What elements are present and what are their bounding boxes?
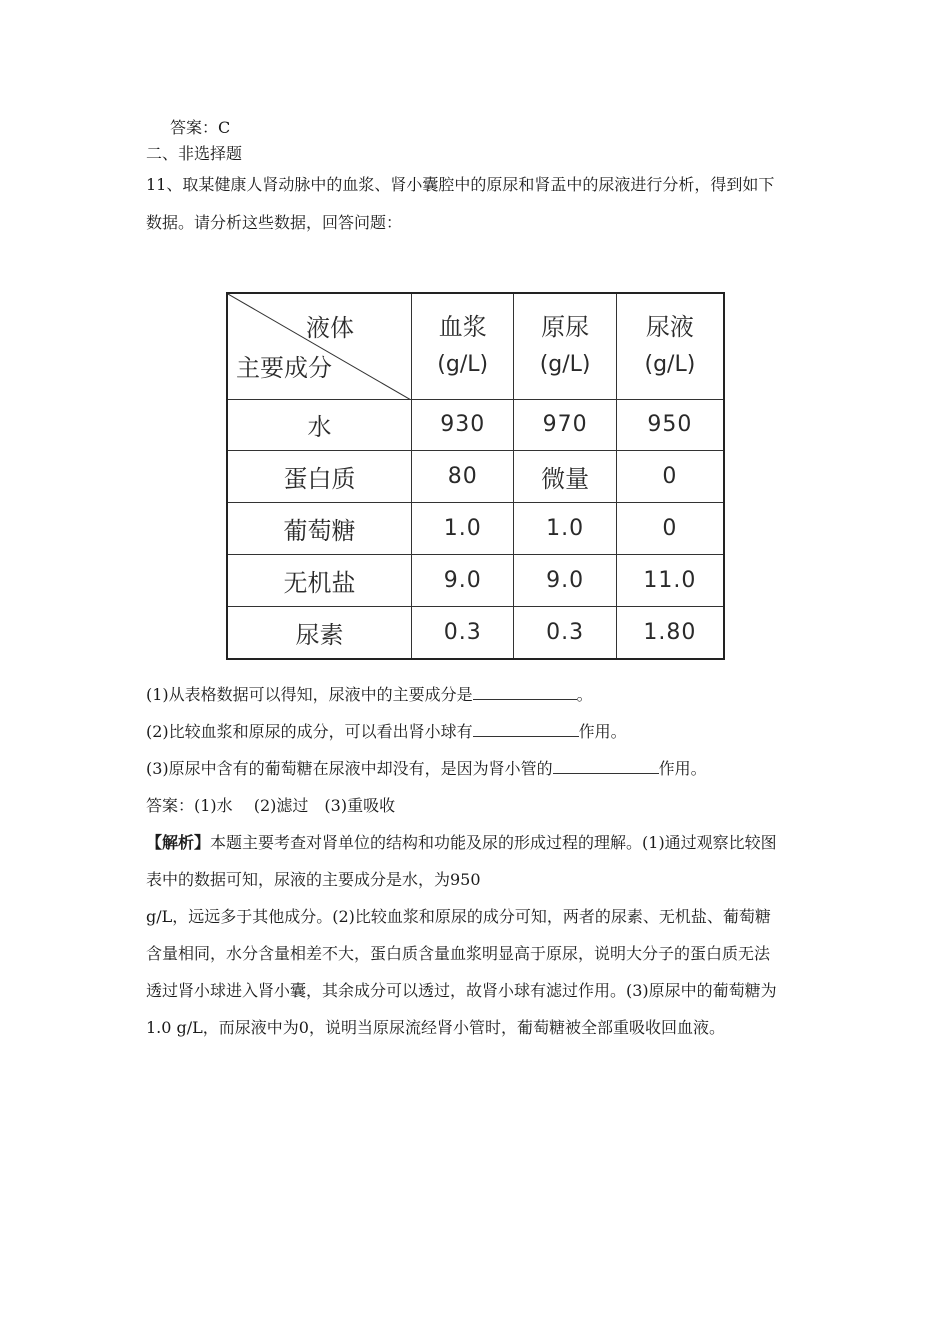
sub-question-2 — [146, 722, 627, 742]
analysis-line-2: 表中的数据可知，尿液的主要成分是水，为950 — [146, 870, 481, 889]
table-cell: 1.0 — [412, 503, 514, 555]
table-cell: 1.0 — [514, 503, 616, 555]
column-unit: (g/L) — [437, 352, 489, 378]
row-label: 水 — [227, 399, 412, 451]
table-cell: 80 — [412, 451, 514, 503]
row-label: 蛋白质 — [227, 451, 412, 503]
table-row-glucose — [227, 503, 724, 555]
column-name: 原尿 — [541, 313, 590, 342]
previous-answer: 答案：C — [170, 118, 231, 137]
corner-label-component: 主要成分 — [236, 354, 332, 382]
sub-question-1 — [146, 685, 593, 705]
question-text-line-1: 11、取某健康人肾动脉中的血浆、肾小囊腔中的原尿和肾盂中的尿液进行分析，得到如下 — [146, 175, 775, 194]
analysis-line-4: 含量相同，水分含量相差不大，蛋白质含量血浆明显高于原尿，说明大分子的蛋白质无法 — [146, 944, 771, 963]
table-cell: 微量 — [514, 451, 616, 503]
column-header-plasma — [412, 293, 514, 399]
analysis-line-3: g/L，远远多于其他成分。(2)比较血浆和原尿的成分可知，两者的尿素、无机盐、葡萄糖 — [146, 907, 771, 926]
table-cell: 11.0 — [616, 555, 724, 607]
table-cell: 9.0 — [412, 555, 514, 607]
sub-question-2-end: 作用。 — [578, 722, 627, 741]
table-cell: 950 — [616, 399, 724, 451]
table-row-protein — [227, 451, 724, 503]
answer-line: 答案：(1)水 (2)滤过 (3)重吸收 — [146, 796, 396, 815]
table-header-row — [227, 293, 724, 399]
table-cell: 0 — [616, 451, 724, 503]
table-cell: 0 — [616, 503, 724, 555]
sub-question-1-text: (1)从表格数据可以得知，尿液中的主要成分是 — [146, 685, 473, 704]
corner-label-liquid: 液体 — [306, 314, 354, 342]
analysis-label: 【解析】 — [146, 833, 211, 852]
analysis-line-1 — [146, 833, 777, 853]
answer-blank-1 — [473, 685, 577, 700]
sub-question-2-text: (2)比较血浆和原尿的成分，可以看出肾小球有 — [146, 722, 473, 741]
table-cell: 1.80 — [616, 606, 724, 659]
sub-question-1-end: 。 — [576, 685, 593, 704]
column-header-primary-urine — [514, 293, 616, 399]
sub-question-3-text: (3)原尿中含有的葡萄糖在尿液中却没有，是因为肾小管的 — [146, 759, 553, 778]
table-corner-cell — [227, 293, 412, 399]
column-header-urine — [616, 293, 724, 399]
row-label: 尿素 — [227, 606, 412, 659]
table-cell: 970 — [514, 399, 616, 451]
table-row-water — [227, 399, 724, 451]
analysis-line-5: 透过肾小球进入肾小囊，其余成分可以透过，故肾小球有滤过作用。(3)原尿中的葡萄糖为 — [146, 981, 777, 1000]
sub-question-3-end: 作用。 — [658, 759, 707, 778]
table-cell: 0.3 — [412, 606, 514, 659]
table-row-inorganic-salt — [227, 555, 724, 607]
column-unit: (g/L) — [644, 352, 696, 378]
composition-table — [226, 292, 725, 660]
question-text-line-2: 数据。请分析这些数据，回答问题： — [146, 213, 403, 232]
table-cell: 930 — [412, 399, 514, 451]
table-cell: 9.0 — [514, 555, 616, 607]
table-row-urea — [227, 606, 724, 659]
sub-question-3 — [146, 759, 707, 779]
section-heading: 二、非选择题 — [146, 144, 243, 163]
column-name: 尿液 — [645, 313, 694, 342]
table-cell: 0.3 — [514, 606, 616, 659]
row-label: 无机盐 — [227, 555, 412, 607]
answer-blank-3 — [553, 759, 659, 774]
row-label: 葡萄糖 — [227, 503, 412, 555]
analysis-text: 本题主要考查对肾单位的结构和功能及尿的形成过程的理解。(1)通过观察比较图 — [210, 833, 777, 852]
column-name: 血浆 — [438, 313, 487, 342]
analysis-line-6: 1.0 g/L，而尿液中为0，说明当原尿流经肾小管时，葡萄糖被全部重吸收回血液。 — [146, 1018, 725, 1037]
answer-blank-2 — [473, 722, 579, 737]
column-unit: (g/L) — [539, 352, 591, 378]
